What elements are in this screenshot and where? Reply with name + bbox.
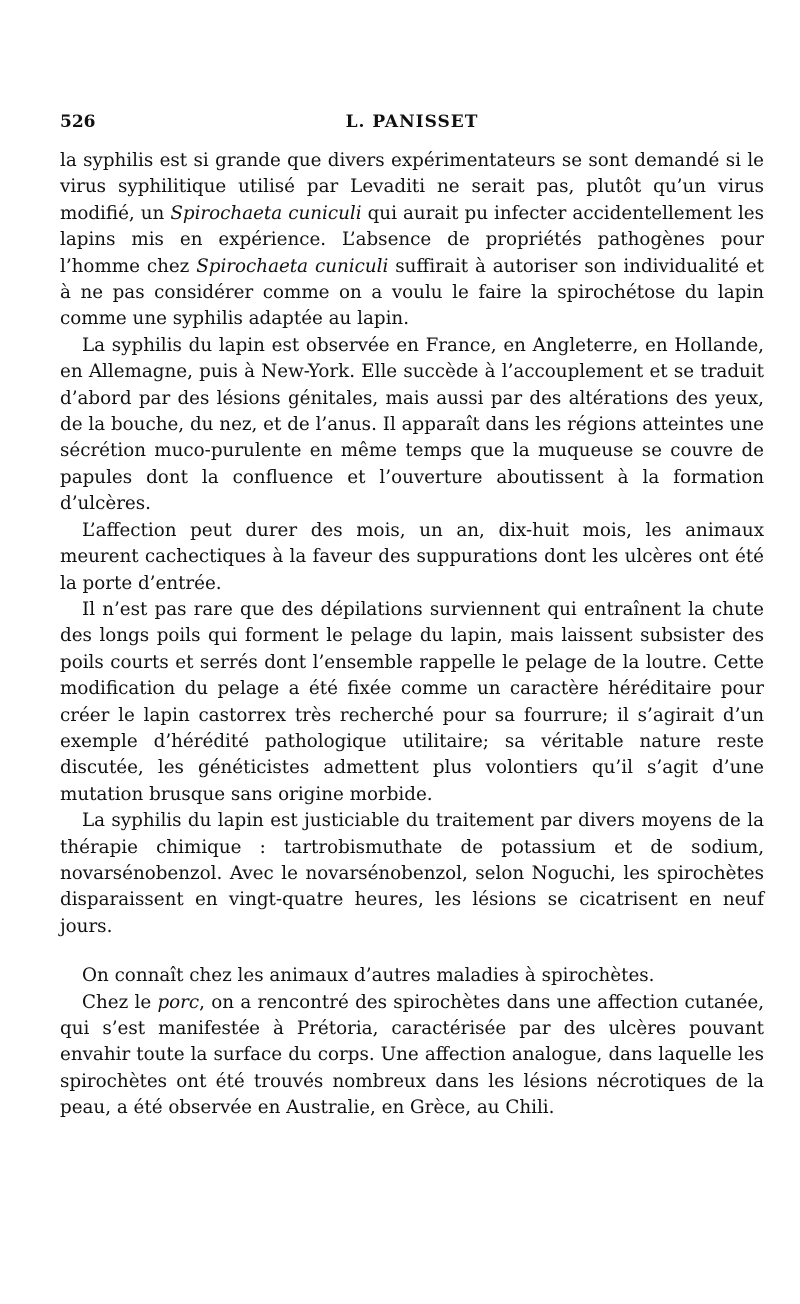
paragraph-1-segment-1: la syphilis est si grande que divers expérimentateurs se sont demandé si le virus syphilitique utilisé par Levaditi ne serait pas, plutôt qu’un virus modifié, un: [60, 150, 764, 224]
paragraph-4-text: Il n’est pas rare que des dépilations surviennent qui entraînent la chute des longs poils qui forment le pelage du lapin, mais laissent subsister des poils courts et serrés dont l’ensemble rappelle le pelage de la loutre. Cette modification du pelage a été fixée comme un caractère héréditaire pour créer le lapin castorrex très recherché pour sa fourrure; il s’agirait d’un exemple d’hérédité pathologique utilitaire; sa véritable nature reste discutée, les généticistes admettent plus volontiers qu’il s’agit d’une mutation brusque sans origine morbide.: [60, 598, 764, 805]
paragraph-7-segment-1: Chez le: [82, 991, 158, 1013]
page-number: 526: [60, 112, 96, 132]
paragraph-5: [60, 808, 764, 940]
running-head: [60, 112, 764, 142]
paragraph-6: [60, 963, 764, 989]
paragraph-3-text: L’affection peut durer des mois, un an, dix-huit mois, les animaux meurent cachectiques à la faveur des suppurations dont les ulcères ont été la porte d’entrée.: [60, 519, 764, 594]
body-text: [60, 148, 764, 1122]
paragraph-4: [60, 597, 764, 808]
paragraph-7-italic-animal: porc: [157, 991, 200, 1013]
paragraph-1-segment-5: suffirait à autoriser son individualité et à ne pas considérer comme on a voulu le faire la spirochétose du lapin comme une syphilis adaptée au lapin.: [60, 255, 764, 330]
paragraph-3: [60, 518, 764, 597]
paragraph-7-segment-3: , on a rencontré des spirochètes dans une affection cutanée, qui s’est manifestée à Prétoria, caractérisée par des ulcères pouvant envahir toute la surface du corps. Une affection analogue, dans laquelle les spirochètes ont été trouvés nombreux dans les lésions nécrotiques de la peau, a été observée en Australie, en Grèce, au Chili.: [60, 991, 765, 1119]
paragraph-5-text: La syphilis du lapin est justiciable du traitement par divers moyens de la thérapie chimique : tartrobismuthate de potassium et de sodium, novarsénobenzol. Avec le novarsénobenzol, selon Noguchi, les spirochètes disparaissent en vingt-quatre heures, les lésions se cicatrisent en neuf jours.: [60, 810, 764, 937]
paragraph-1: [60, 148, 764, 333]
running-head-author: L. PANISSET: [345, 112, 479, 132]
paragraph-2-text: La syphilis du lapin est observée en France, en Angleterre, en Hollande, en Allemagne, puis à New-York. Elle succède à l’accouplement et se traduit d’abord par des lésions génitales, mais aussi par des altérations des yeux, de la bouche, du nez, et de l’anus. Il apparaît dans les régions atteintes une sécrétion muco-purulente en même temps que la muqueuse se couvre de papules dont la confluence et l’ouverture aboutissent à la formation d’ulcères.: [60, 334, 764, 515]
paragraph-7: [60, 990, 764, 1122]
paragraph-2: [60, 333, 764, 518]
book-page: [60, 112, 764, 1122]
paragraph-1-segment-3: qui aurait pu infecter accidentellement les lapins mis en expérience. L’absence de propriétés pathogènes pour l’homme chez: [60, 202, 764, 277]
paragraph-1-italic-species-1: Spirochaeta cuniculi: [170, 202, 362, 224]
paragraph-6-text: On connaît chez les animaux d’autres maladies à spirochètes.: [82, 965, 655, 987]
paragraph-1-italic-species-2: Spirochaeta cuniculi: [196, 255, 389, 277]
